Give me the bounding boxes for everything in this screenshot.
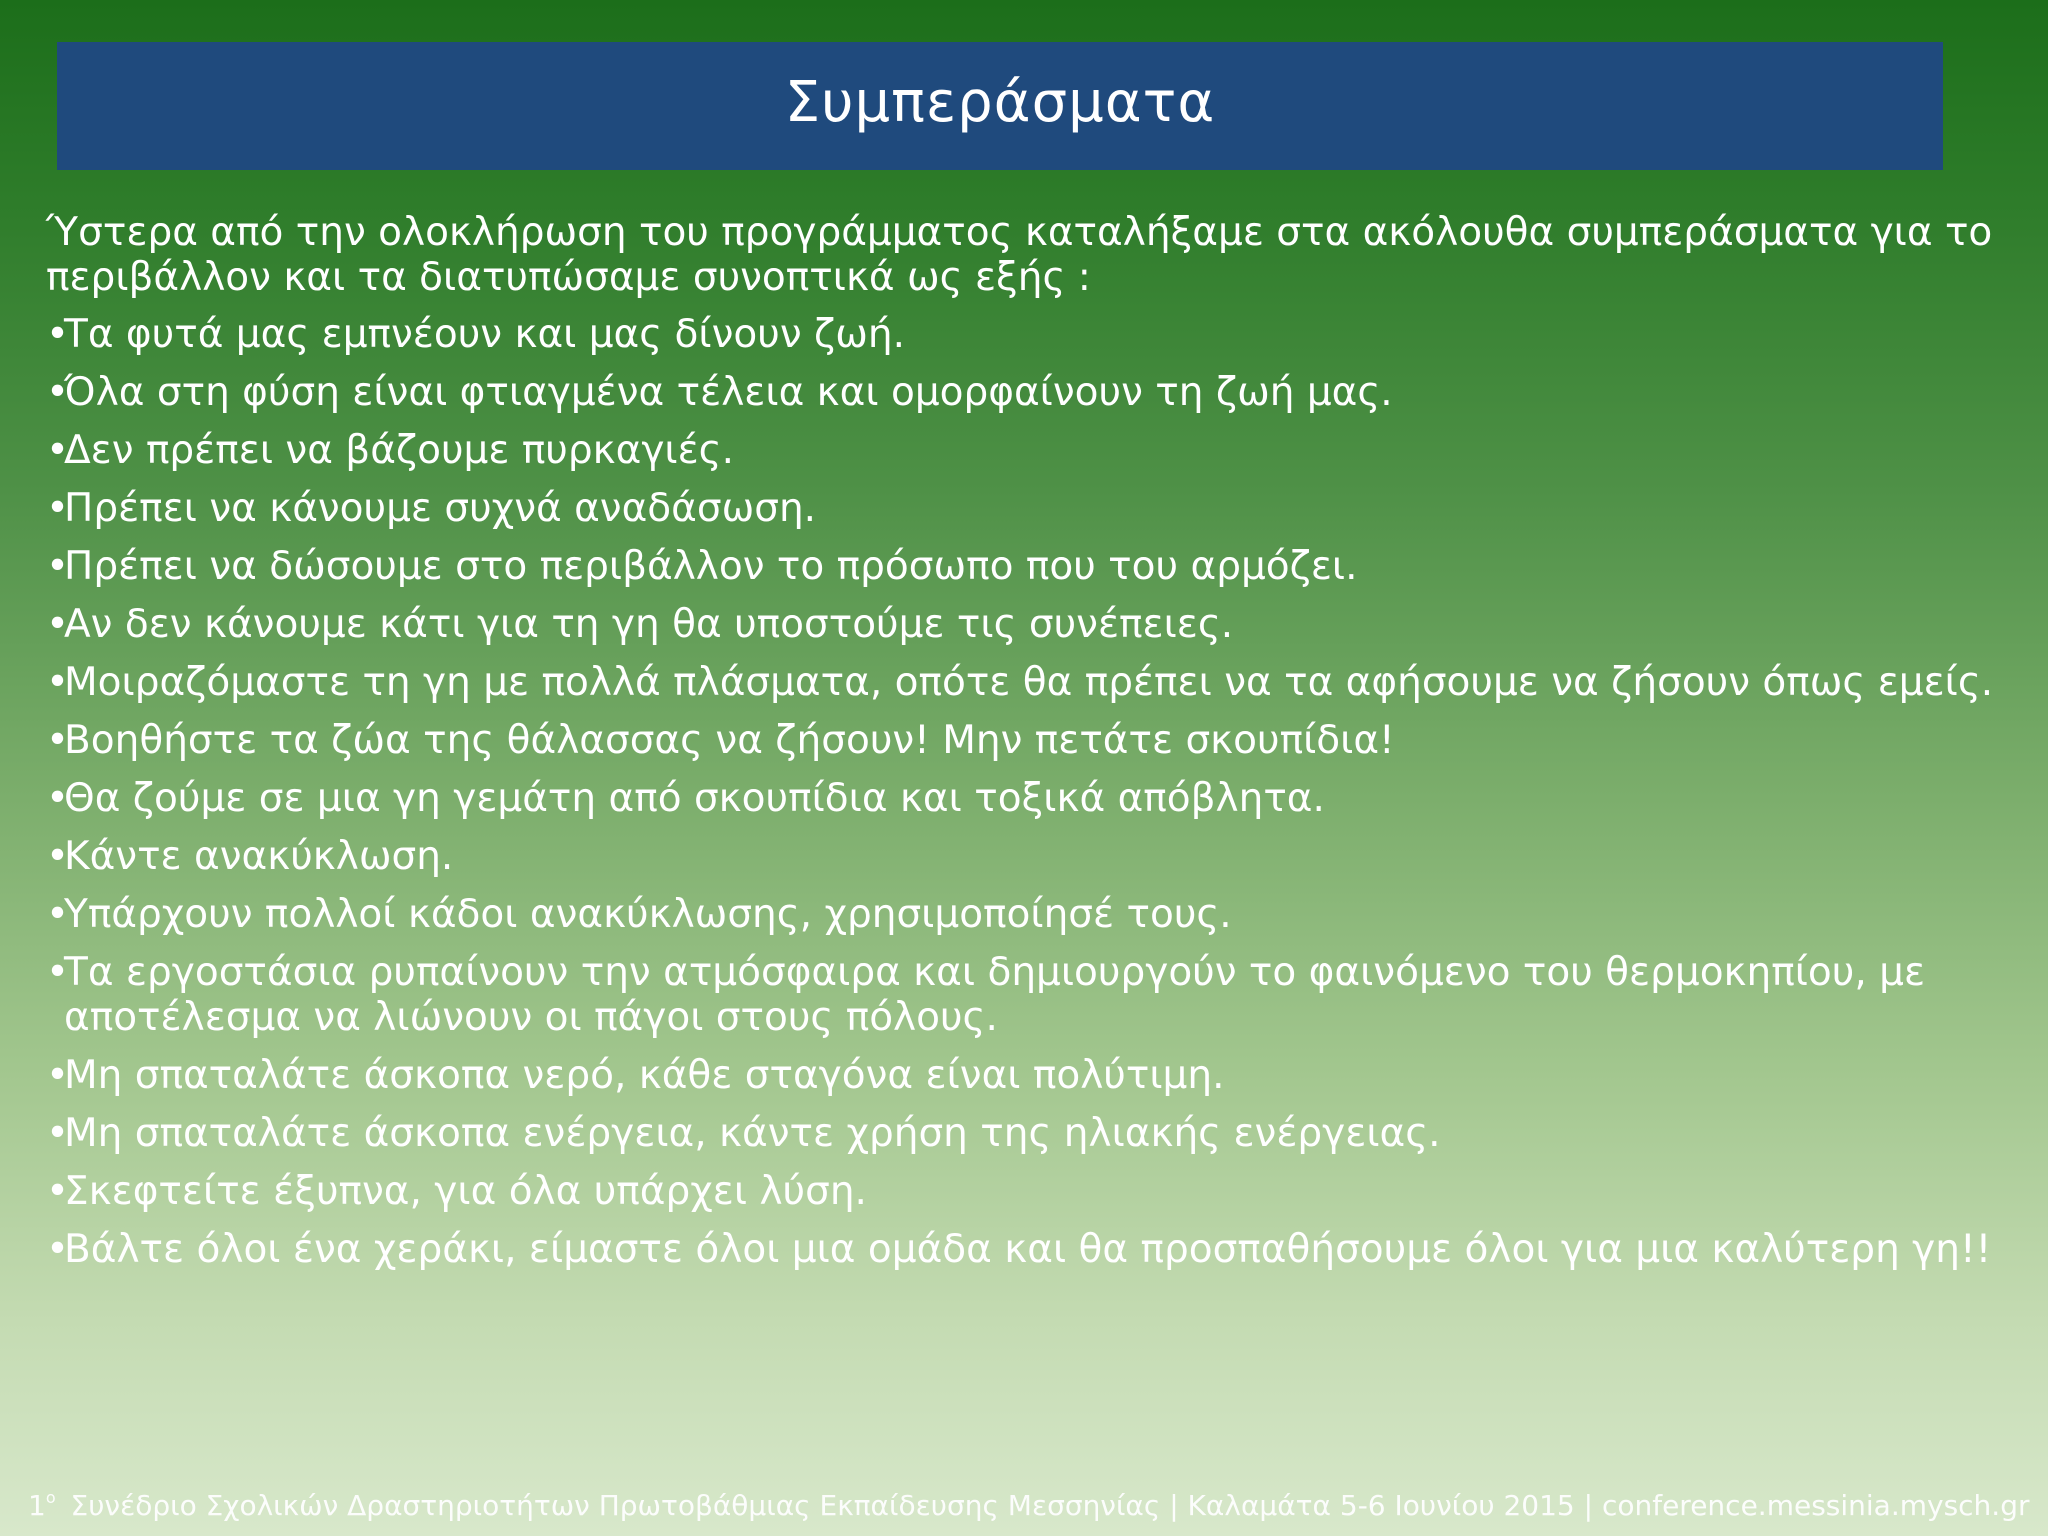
list-item-text: Μη σπαταλάτε άσκοπα ενέργεια, κάντε χρήση της ηλιακής ενέργειας. bbox=[64, 1111, 1441, 1156]
list-item-text: Βάλτε όλοι ένα χεράκι, είμαστε όλοι μια ομάδα και θα προσπαθήσουμε όλοι για μια καλύτερη γη!! bbox=[64, 1227, 1992, 1272]
bullet-icon: • bbox=[46, 312, 70, 357]
list-item bbox=[46, 718, 2006, 763]
list-item-text: Κάντε ανακύκλωση. bbox=[64, 834, 454, 879]
list-item-text: Μη σπαταλάτε άσκοπα νερό, κάθε σταγόνα είναι πολύτιμη. bbox=[64, 1053, 1225, 1098]
bullet-icon: • bbox=[46, 370, 70, 415]
bullet-icon: • bbox=[46, 602, 70, 647]
intro-paragraph: Ύστερα από την ολοκλήρωση του προγράμματος καταλήξαμε στα ακόλουθα συμπεράσματα για το περιβάλλον και τα διατυπώσαμε συνοπτικά ως εξής : bbox=[46, 210, 1993, 300]
list-item bbox=[46, 950, 2006, 1040]
list-item-text: Τα φυτά μας εμπνέουν και μας δίνουν ζωή. bbox=[64, 312, 905, 357]
list-item bbox=[46, 428, 2006, 473]
list-item-text: Βοηθήστε τα ζώα της θάλασσας να ζήσουν! Μην πετάτε σκουπίδια! bbox=[64, 718, 1395, 763]
list-item bbox=[46, 1053, 2006, 1098]
bullet-icon: • bbox=[46, 544, 70, 589]
list-item-text: Πρέπει να κάνουμε συχνά αναδάσωση. bbox=[64, 486, 817, 531]
list-item-text: Υπάρχουν πολλοί κάδοι ανακύκλωσης, χρησιμοποίησέ τους. bbox=[64, 892, 1232, 937]
list-item-text: Μοιραζόμαστε τη γη με πολλά πλάσματα, οπότε θα πρέπει να τα αφήσουμε να ζήσουν όπως εμείς. bbox=[64, 660, 1994, 705]
list-item bbox=[46, 544, 2006, 589]
list-item-text: Σκεφτείτε έξυπνα, για όλα υπάρχει λύση. bbox=[64, 1169, 867, 1214]
list-item bbox=[46, 312, 2006, 357]
bullet-icon: • bbox=[46, 486, 70, 531]
bullet-icon: • bbox=[46, 428, 70, 473]
bullet-icon: • bbox=[46, 834, 70, 879]
list-item bbox=[46, 1111, 2006, 1156]
list-item-text: Θα ζούμε σε μια γη γεμάτη από σκουπίδια και τοξικά απόβλητα. bbox=[64, 776, 1325, 821]
conclusions-list bbox=[46, 312, 2006, 1272]
footer-number: 1 bbox=[28, 1489, 46, 1522]
footer-text: Συνέδριο Σχολικών Δραστηριοτήτων Πρωτοβάθμιας Εκπαίδευσης Μεσσηνίας | Καλαμάτα 5-6 Ιουνίου 2015 | conference.messinia.mysch.gr bbox=[70, 1489, 2030, 1522]
bullet-icon: • bbox=[46, 950, 70, 995]
bullet-icon: • bbox=[46, 1111, 70, 1156]
list-item-text: Τα εργοστάσια ρυπαίνουν την ατμόσφαιρα και δημιουργούν το φαινόμενο του θερμοκηπίου, με αποτέλεσμα να λιώνουν οι πάγοι στους πόλους. bbox=[64, 950, 1926, 1040]
list-item bbox=[46, 1169, 2006, 1214]
bullet-icon: • bbox=[46, 1227, 70, 1272]
list-item bbox=[46, 834, 2006, 879]
bullet-icon: • bbox=[46, 776, 70, 821]
list-item-text: Πρέπει να δώσουμε στο περιβάλλον το πρόσωπο που του αρμόζει. bbox=[64, 544, 1358, 589]
footer bbox=[28, 1482, 2030, 1522]
list-item bbox=[46, 660, 2006, 705]
slide-content bbox=[46, 210, 2006, 1285]
list-item bbox=[46, 776, 2006, 821]
list-item bbox=[46, 486, 2006, 531]
slide-title: Συμπεράσματα bbox=[784, 70, 1216, 135]
bullet-icon: • bbox=[46, 718, 70, 763]
bullet-icon: • bbox=[46, 660, 70, 705]
list-item bbox=[46, 892, 2006, 937]
bullet-icon: • bbox=[46, 1053, 70, 1098]
slide-title-bar bbox=[57, 42, 1943, 170]
bullet-icon: • bbox=[46, 1169, 70, 1214]
bullet-icon: • bbox=[46, 892, 70, 937]
list-item bbox=[46, 370, 2006, 415]
list-item-text: Όλα στη φύση είναι φτιαγμένα τέλεια και ομορφαίνουν τη ζωή μας. bbox=[64, 370, 1393, 415]
list-item bbox=[46, 1227, 2006, 1272]
list-item bbox=[46, 602, 2006, 647]
list-item-text: Αν δεν κάνουμε κάτι για τη γη θα υποστούμε τις συνέπειες. bbox=[64, 602, 1234, 647]
list-item-text: Δεν πρέπει να βάζουμε πυρκαγιές. bbox=[64, 428, 734, 473]
footer-superscript: ο bbox=[45, 1488, 56, 1507]
